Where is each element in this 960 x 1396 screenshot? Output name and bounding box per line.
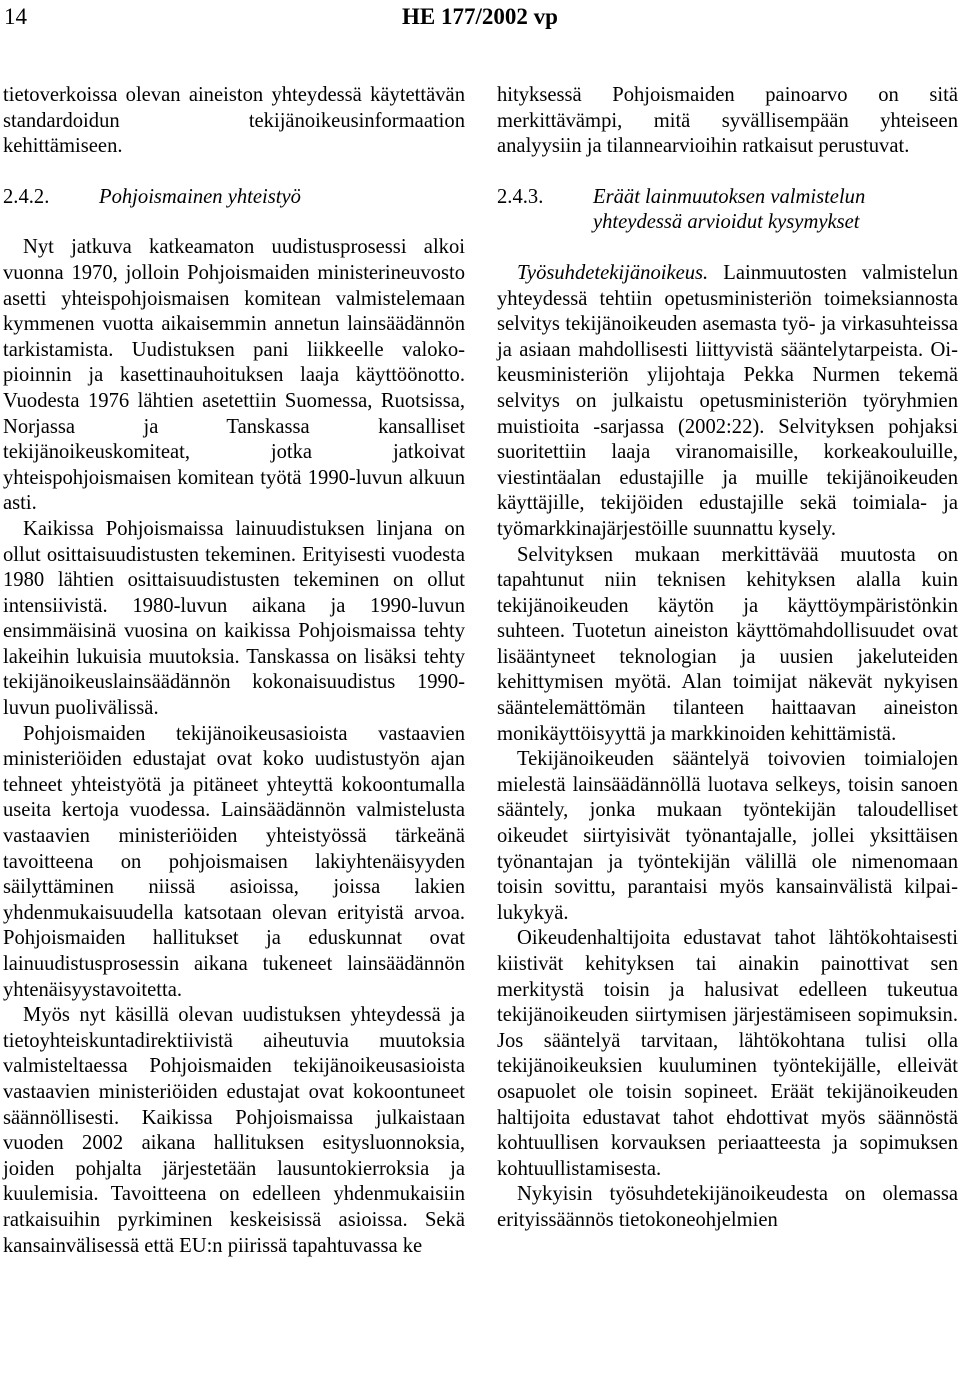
paragraph: Myös nyt käsillä olevan uudistuksen yhteydessä ja tietoyhteiskuntadirektiivistä aiheutuvia muutoksia valmisteltaessa Pohjoismaiden tekijänoikeusasioista vastaavien ministeriöiden edustajat ovat kokoontuneet säännöllisesti. Kaikissa Pohjoismaissa julkaistaan vuoden 2002 aikana hallituksen esitysluonnoksia, joiden pohjalta järjestetään lausuntokierroksia ja kuulemisia. Tavoitteena on edelleen yhdenmukaisiin ratkaisuihin pyrkiminen keskeisissä asioissa. Sekä kansainvälisessä että EU:n piirissä tapahtuvassa ke	[3, 1004, 465, 1257]
paragraph-text: Lainmuutosten valmistelun yhteydessä tehtiin opetusministeriön toimeksiannosta selvitys tekijänoikeuden asemasta työ- ja virkasuhteissa ja asiaan mahdollisesti liittyvistä sääntelytarpeista. Oikeusministeriön ylijohtaja Pekka Nurmen tekemä selvitys on julkaistu opetusministeriön työryhmien muistioita -sarjassa (2002:22). Selvityksen pohjaksi suoritettiin laaja viranomaisille, korkeakouluille, viestintäalan edustajille ja muille tekijänoikeuden käyttäjille, tekijöiden edustajille sekä toimiala- ja työmarkkinajärjestöille suunnattu kysely.	[497, 261, 958, 540]
paragraph: tietoverkoissa olevan aineiston yhteydessä käytettävän standardoidun tekijänoikeusinformaation kehittämiseen.	[3, 84, 465, 158]
document-id: HE 177/2002 vp	[402, 4, 558, 29]
page-header	[0, 0, 960, 40]
left-column	[3, 83, 465, 1259]
section-heading-2-4-3	[497, 185, 958, 236]
paragraph: Nyt jatkuva katkeamaton uudistusprosessi alkoi vuonna 1970, jolloin Pohjoismaiden ministerineuvosto asetti yhteispohjoismaisen komitean valmistelemaan kymmenen vuotta aikaisemmin annetun lainsäädännön tarkistamista. Uudistuksen pani liikkeelle valokopioinnin ja kasettinauhoituksen laaja käyttöönotto. Vuodesta 1976 lähtien asetettiin Suomessa, Ruotsissa, Norjassa ja Tanskassa kansalliset tekijänoikeuskomiteat, jotka jatkoivat yhteispohjoismaisen komitean työtä 1990-luvun alkuun asti.	[3, 236, 465, 515]
paragraph	[497, 261, 958, 543]
section-heading-2-4-2	[3, 185, 465, 211]
run-in-heading: Työsuhdetekijänoikeus.	[517, 261, 709, 284]
paragraph: hityksessä Pohjoismaiden painoarvo on sitä merkittävämpi, mitä syvällisempään yhteiseen analyysiin ja tilannearvioihin ratkaisut perustuvat.	[497, 84, 958, 158]
paragraph: Nykyisin työsuhdetekijänoikeudesta on olemassa erityissäännös tietokoneohjelmien	[497, 1183, 958, 1231]
paragraph: Kaikissa Pohjoismaissa lainuudistuksen linjana on ollut osittaisuudistusten tekeminen. Erityisesti vuodesta 1980 lähtien osittaisuudistusten tekeminen on ollut intensiivistä. 1980-luvun aikana ja 1990-luvun ensimmäisinä vuosina on kaikissa Pohjoismaissa tehty lakeihin lukuisia muutoksia. Tanskassa on lisäksi tehty tekijänoikeuslainsäädännön kokonaisuudistus 1990-luvun puolivälissä.	[3, 517, 465, 720]
paragraph: Selvityksen mukaan merkittävää muutosta on tapahtunut niin teknisen kehityksen alalla kuin tekijänoikeuden käytön ja käyttöympäristönkin suhteen. Tuotetun aineiston käyttömahdollisuudet ovat lisääntyneet teknologian ja uusien jakeluteiden kehittymisen myötä. Alan toimijat näkevät nykyisen sääntelemättömän tilanteen haittaavan aineiston monikäyttöisyyttä ja markkinoiden kehittämistä.	[497, 543, 958, 745]
section-title: Eräät lainmuutoksen valmistelun yhteydessä arvioidut kysymykset	[593, 185, 866, 234]
right-column	[497, 83, 958, 1234]
paragraph: Tekijänoikeuden sääntelyä toivovien toimialojen mielestä lainsäädännöllä luotava selkeys, toisin sanoen sääntely, jonka mukaan työntekijän taloudelliset oikeudet siirtyisivät työnantajalle, jollei yksittäisen työnantajan ja työntekijän välillä ole nimenomaan toisin sovittu, parantaisi myös kansainvälistä kilpailukykyä.	[497, 748, 958, 924]
section-title: Pohjoismainen yhteistyö	[99, 185, 301, 208]
section-number: 2.4.3.	[497, 185, 544, 208]
page-number: 14	[4, 4, 27, 29]
paragraph: Oikeudenhaltijoita edustavat tahot lähtökohtaisesti kiistivät kehityksen tai ainakin painottivat sen merkitystä toisin ja halusivat edelleen tukeutua tekijänoikeuden siirtymisen järjestämiseen sopimuksin. Jos sääntelyä tarvitaan, lähtökohtana tulisi olla tekijänoikeuksien kuuluminen työntekijälle, elleivät osapuolet ole toisin sopineet. Eräät tekijänoikeuden haltijoita edustavat tahot ehdottivat myös säännöstä kohtuullisen korvauksen periaatteesta ja sopimuksen kohtuullistamisesta.	[497, 927, 958, 1180]
section-number: 2.4.2.	[3, 185, 50, 208]
paragraph: Pohjoismaiden tekijänoikeusasioista vastaavien ministeriöiden edustajat ovat koko uudistustyön ajan tehneet yhteistyötä ja pitäneet yhteyttä kokoontumalla useita kertoja vuodessa. Lainsäädännön valmistelusta vastaavien ministeriöiden yhteistyössä tärkeänä tavoitteena on pohjoismaisen lakiyhtenäisyyden säilyttäminen niissä asioissa, joissa lakien yhdenmukaisuudella katsotaan olevan erityistä arvoa. Pohjoismaiden hallitukset ja eduskunnat ovat lainuudistusprosessin aikana tukeneet lainsäädännön yhtenäisyystavoitetta.	[3, 722, 465, 1001]
